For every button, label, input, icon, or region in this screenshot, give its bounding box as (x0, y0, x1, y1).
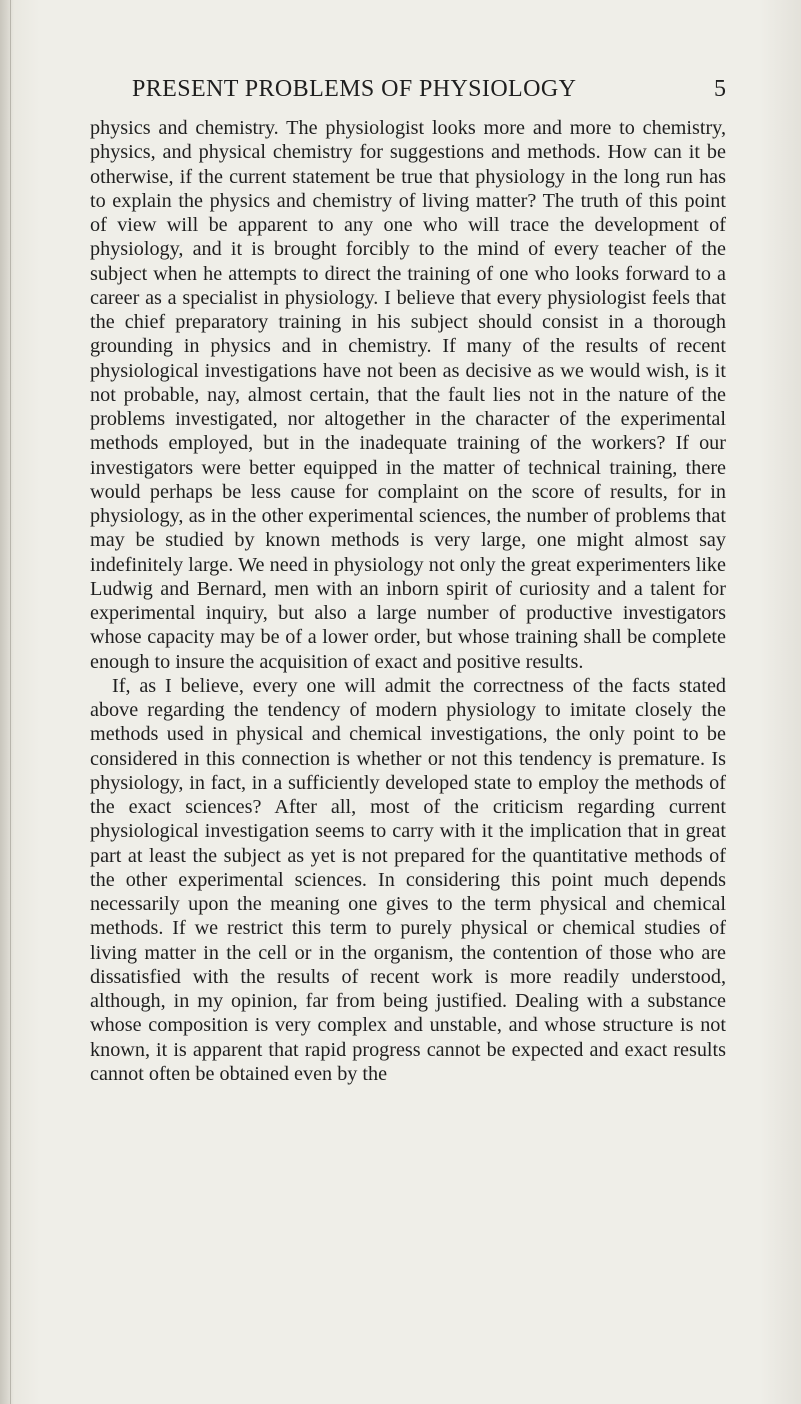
running-title: PRESENT PROBLEMS OF PHYSIOLOGY (132, 76, 577, 102)
page-number: 5 (714, 76, 726, 102)
paragraph-2: If, as I believe, every one will admit the correctness of the facts stated above regarding the tendency of modern physiology to imitate closely the methods used in physical and chemical investigations, the only point to be considered in this connection is whether or not this tendency is premature. Is physiology, in fact, in a sufficiently developed state to employ the methods of the exact sciences? After all, most of the criticism regarding current physiological investigation seems to carry with it the implication that in great part at least the subject as yet is not prepared for the quantitative methods of the other experimental sciences. In considering this point much depends necessarily upon the meaning one gives to the term physical and chemical methods. If we restrict this term to purely physical or chemical studies of living matter in the cell or in the organism, the contention of those who are dissatisfied with the results of recent work is more readily understood, although, in my opinion, far from being justified. Dealing with a substance whose composition is very complex and unstable, and whose structure is not known, it is apparent that rapid progress cannot be expected and exact results cannot often be obtained even by the (90, 674, 726, 1085)
paragraph-1: physics and chemistry. The physiologist looks more and more to chemistry, physics, and physical chemistry for suggestions and methods. How can it be otherwise, if the current statement be true that physiology in the long run has to explain the physics and chemistry of living matter? The truth of this point of view will be apparent to any one who will trace the development of physiology, and it is brought forcibly to the mind of every teacher of the subject when he attempts to direct the training of one who looks forward to a career as a specialist in physiology. I believe that every physiologist feels that the chief preparatory training in his subject should consist in a thorough grounding in physics and in chemistry. If many of the results of recent physiological investigations have not been as decisive as we would wish, is it not probable, nay, almost certain, that the fault lies not in the nature of the problems investigated, nor altogether in the character of the experimental methods employed, but in the inadequate training of the workers? If our investigators were better equipped in the matter of technical training, there would perhaps be less cause for complaint on the score of results, for in physiology, as in the other experimental sciences, the number of problems that may be studied by known methods is very large, one might almost say indefinitely large. We need in physiology not only the great experimenters like Ludwig and Bernard, men with an inborn spirit of curiosity and a talent for experimental inquiry, but also a large number of productive investigators whose capacity may be of a lower order, but whose training shall be complete enough to insure the acquisition of exact and positive results. (90, 117, 726, 673)
running-head (90, 76, 726, 106)
page-edge-line (10, 0, 11, 1404)
body-text (90, 116, 726, 1086)
spine-shadow (0, 0, 14, 1404)
